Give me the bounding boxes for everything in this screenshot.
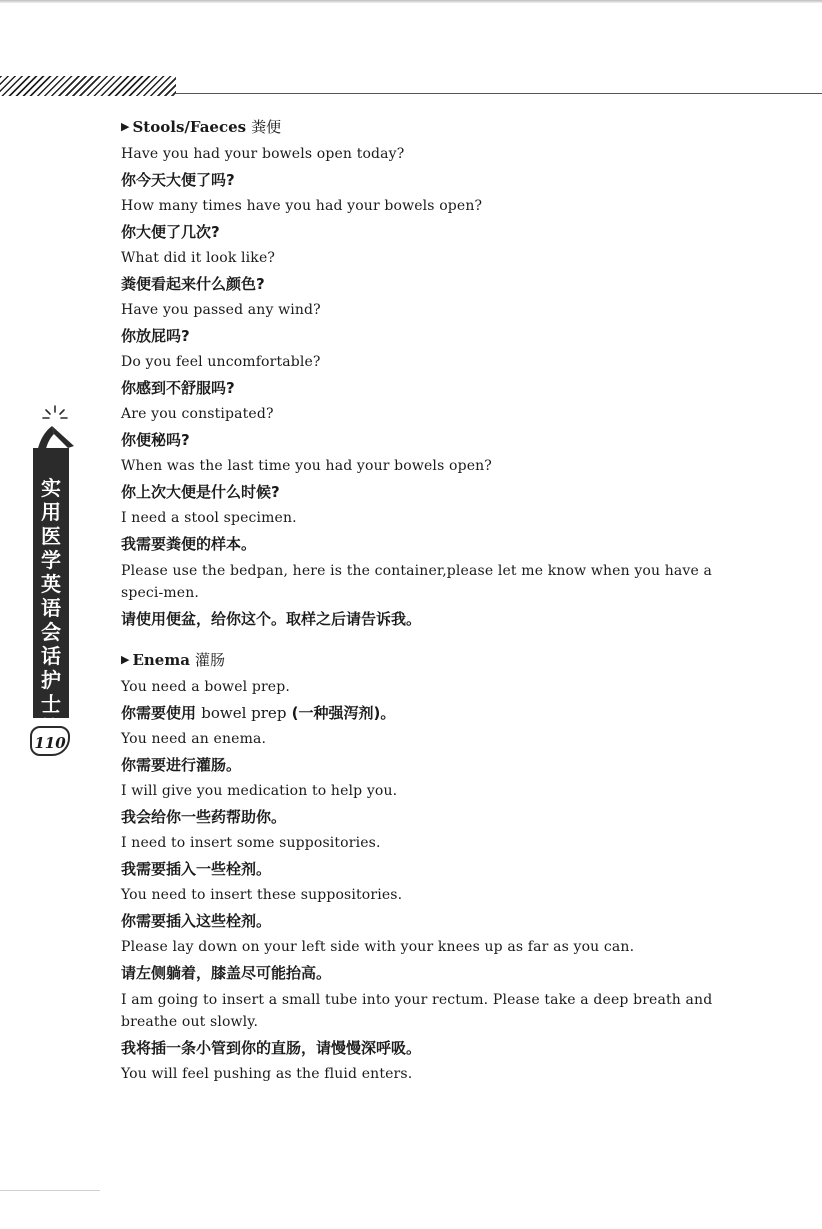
english-line: I will give you medication to help you. — [121, 783, 398, 799]
chinese-line: 你大便了几次? — [121, 223, 220, 241]
heading-english: Enema — [132, 651, 190, 669]
side-title-char: 话 — [41, 644, 61, 668]
heading-english: Stools/Faeces — [132, 118, 247, 136]
chinese-line: 你上次大便是什么时候? — [121, 483, 280, 501]
chinese-line: 我将插一条小管到你的直肠，请慢慢深呼吸。 — [121, 1039, 422, 1057]
chinese-line: 你便秘吗? — [121, 431, 190, 449]
side-title-ribbon — [33, 448, 69, 718]
chinese-line: 粪便看起来什么颜色? — [121, 275, 265, 293]
english-line: You need to insert these suppositories. — [121, 887, 403, 903]
english-line: Please use the bedpan, here is the container,please let me know when you have a speci-men. — [121, 563, 713, 601]
footer-rule — [0, 1190, 100, 1191]
triangle-bullet-icon: ▶ — [121, 120, 130, 133]
side-title-char: 用 — [41, 500, 61, 524]
english-line: You need an enema. — [121, 731, 267, 747]
chinese-line: 你需要插入这些栓剂。 — [121, 912, 272, 930]
side-title-char: 会 — [41, 620, 61, 644]
chinese-line: 我会给你一些药帮助你。 — [121, 808, 287, 826]
header-hatch-ornament — [0, 76, 176, 96]
section-heading-enema — [121, 645, 751, 675]
chinese-line: 我需要插入一些栓剂。 — [121, 860, 272, 878]
term-text: bowel prep — [201, 704, 287, 722]
english-line: Please lay down on your left side with your knees up as far as you can. — [121, 939, 635, 955]
triangle-bullet-icon: ▶ — [121, 653, 130, 666]
top-edge — [0, 0, 822, 3]
section-heading-stools — [121, 112, 751, 142]
side-subtitle-char: 护 — [41, 668, 61, 692]
english-line: I need a stool specimen. — [121, 510, 297, 526]
chinese-line: 请左侧躺着，膝盖尽可能抬高。 — [121, 964, 332, 982]
heading-chinese: 灌肠 — [194, 651, 225, 669]
side-title-char: 语 — [41, 596, 61, 620]
side-subtitle-char: 士 — [41, 692, 61, 716]
english-line: Have you passed any wind? — [121, 302, 321, 318]
english-line: Are you constipated? — [121, 406, 274, 422]
side-title-char: 实 — [41, 476, 61, 500]
english-line: What did it look like? — [121, 250, 276, 266]
english-line: When was the last time you had your bowels open? — [121, 458, 492, 474]
english-line: How many times have you had your bowels open? — [121, 198, 483, 214]
english-line: You will feel pushing as the fluid enters. — [121, 1066, 413, 1082]
english-line: Do you feel uncomfortable? — [121, 354, 321, 370]
header-rule — [176, 93, 822, 94]
side-title-char: 医 — [41, 524, 61, 548]
chinese-line: 我需要粪便的样本。 — [121, 535, 257, 553]
english-line: Have you had your bowels open today? — [121, 146, 405, 162]
chinese-line — [121, 700, 751, 727]
side-title-char: 学 — [41, 548, 61, 572]
chinese-text: 你需要使用 — [121, 704, 197, 722]
chinese-text: (一种强泻剂)。 — [291, 704, 396, 722]
chinese-line: 你今天大便了吗? — [121, 171, 235, 189]
chinese-line: 请使用便盆，给你这个。取样之后请告诉我。 — [121, 610, 422, 628]
chinese-line: 你需要进行灌肠。 — [121, 756, 242, 774]
page-number: 110 — [30, 726, 70, 756]
side-title-char: 英 — [41, 572, 61, 596]
heading-chinese: 粪便 — [251, 118, 282, 136]
side-banner — [30, 404, 78, 784]
chinese-line: 你感到不舒服吗? — [121, 379, 235, 397]
english-line: You need a bowel prep. — [121, 679, 290, 695]
english-line: I am going to insert a small tube into your rectum. Please take a deep breath and breathe out slowly. — [121, 992, 713, 1030]
page-content — [121, 112, 751, 1087]
english-line: I need to insert some suppositories. — [121, 835, 381, 851]
chinese-line: 你放屁吗? — [121, 327, 190, 345]
